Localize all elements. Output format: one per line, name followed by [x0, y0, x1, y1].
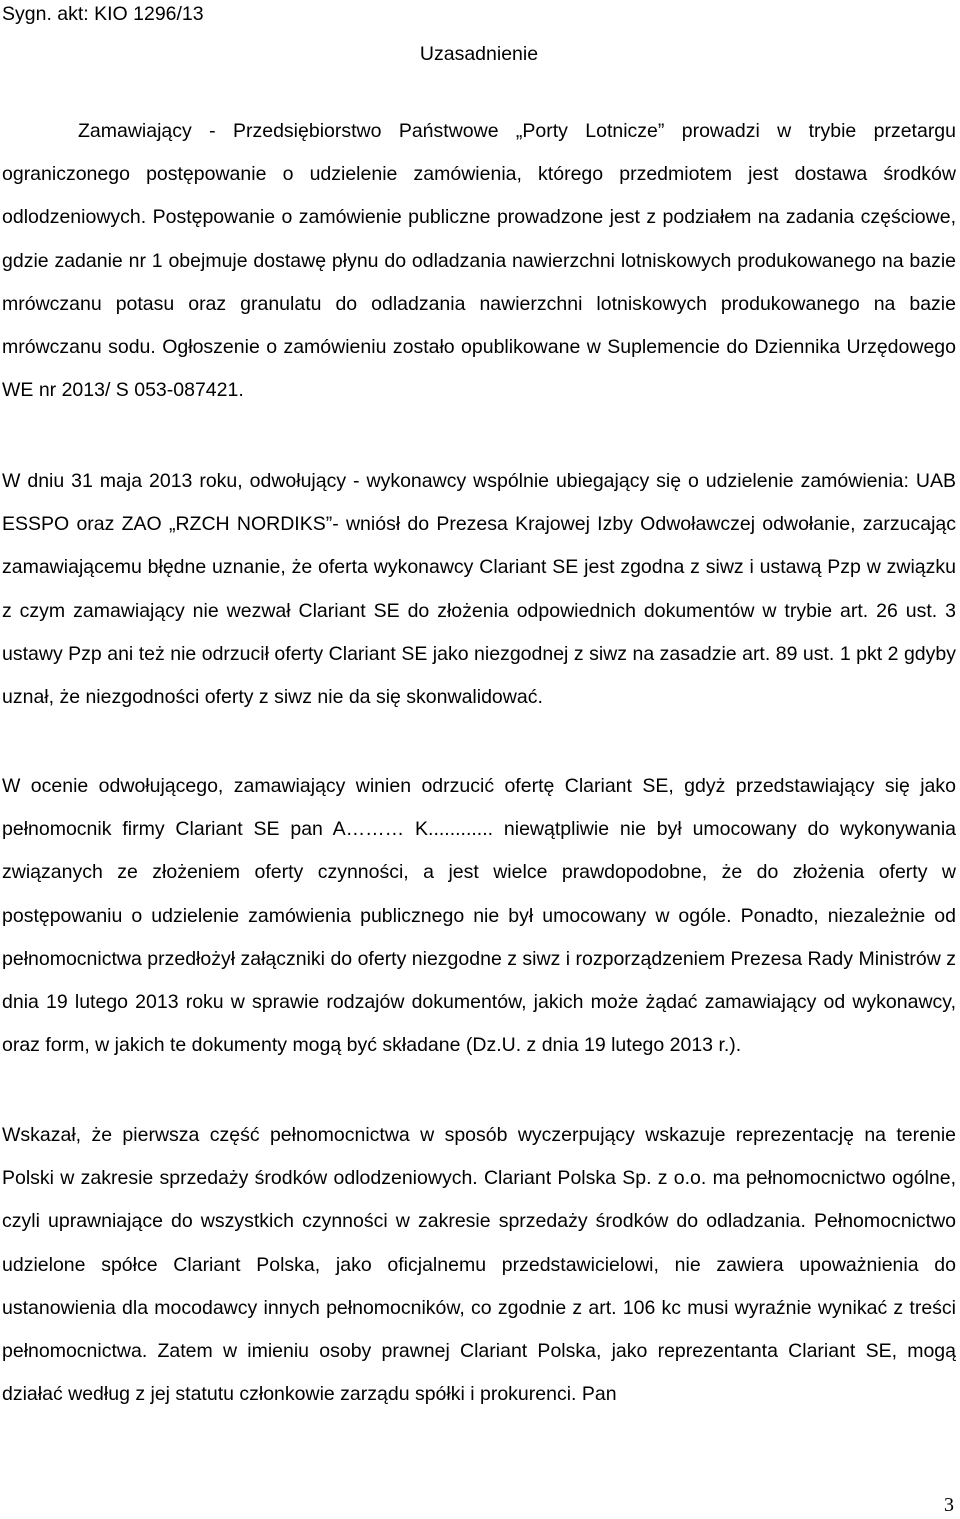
- paragraph-2: W dniu 31 maja 2013 roku, odwołujący - wykonawcy wspólnie ubiegający się o udzielenie zamówienia: UAB ESSPO oraz ZAO „RZCH NORDIKS”- wniósł do Prezesa Krajowej Izby Odwoławczej odwołanie, zarzucając zamawiającemu błędne uznanie, że oferta wykonawcy Clariant SE jest zgodna z siwz i ustawą Pzp w związku z czym zamawiający nie wezwał Clariant SE do złożenia odpowiednich dokumentów w trybie art. 26 ust. 3 ustawy Pzp ani też nie odrzucił oferty Clariant SE jako niezgodnej z siwz na zasadzie art. 89 ust. 1 pkt 2 gdyby uznał, że niezgodności oferty z siwz nie da się skonwalidować.: [2, 470, 956, 709]
- paragraph-4: Wskazał, że pierwsza część pełnomocnictwa w sposób wyczerpujący wskazuje reprezentację na terenie Polski w zakresie sprzedaży środków odlodzeniowych. Clariant Polska Sp. z o.o. ma pełnomocnictwo ogólne, czyli uprawniające do wszystkich czynności w zakresie sprzedaży środków do odladzania. Pełnomocnictwo udzielone spółce Clariant Polska, jako oficjalnemu przedstawicielowi, nie zawiera upoważnienia do ustanowienia dla mocodawcy innych pełnomocników, co zgodnie z art. 106 kc musi wyraźnie wynikać z treści pełnomocnictwa. Zatem w imieniu osoby prawnej Clariant Polska, jako reprezentanta Clariant SE, mogą działać według z jej statutu członkowie zarządu spółki i prokurenci. Pan: [2, 1124, 956, 1406]
- case-reference: Sygn. akt: KIO 1296/13: [2, 3, 204, 25]
- page-number: 3: [944, 1494, 954, 1516]
- paragraph-1: Zamawiający - Przedsiębiorstwo Państwowe „Porty Lotnicze” prowadzi w trybie przetargu ograniczonego postępowanie o udzielenie zamówienia, którego przedmiotem jest dostawa środków odlodzeniowych. Postępowanie o zamówienie publiczne prowadzone jest z podziałem na zadania częściowe, gdzie zadanie nr 1 obejmuje dostawę płynu do odladzania nawierzchni lotniskowych produkowanego na bazie mrówczanu potasu oraz granulatu do odladzania nawierzchni lotniskowych produkowanego na bazie mrówczanu sodu. Ogłoszenie o zamówieniu zostało opublikowane w Suplemencie do Dziennika Urzędowego WE nr 2013/ S 053-087421.: [2, 120, 956, 402]
- paragraph-3: W ocenie odwołującego, zamawiający winien odrzucić ofertę Clariant SE, gdyż przedstawiający się jako pełnomocnik firmy Clariant SE pan A……… K............ niewątpliwie nie był umocowany do wykonywania związanych ze złożeniem oferty czynności, a jest wielce prawdopodobne, że do złożenia oferty w postępowaniu o udzielenie zamówienia publicznego nie był umocowany w ogóle. Ponadto, niezależnie od pełnomocnictwa przedłożył załączniki do oferty niezgodne z siwz i rozporządzeniem Prezesa Rady Ministrów z dnia 19 lutego 2013 roku w sprawie rodzajów dokumentów, jakich może żądać zamawiający od wykonawcy, oraz form, w jakich te dokumenty mogą być składane (Dz.U. z dnia 19 lutego 2013 r.).: [2, 775, 956, 1057]
- section-title: Uzasadnienie: [419, 43, 539, 65]
